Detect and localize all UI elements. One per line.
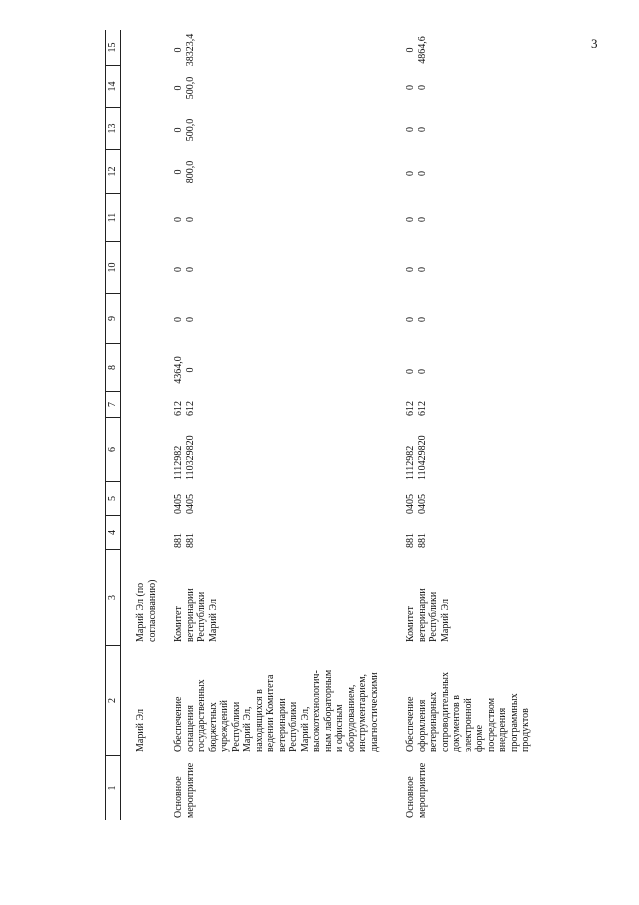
row2-col10: 0 0 [405,267,428,272]
header-col-9: 9 [106,294,120,344]
row1-col11: 0 0 [173,217,196,222]
row2-col14: 0 0 [405,85,428,90]
row2-col4: 881 881 [405,533,428,548]
header-col-7: 7 [106,392,120,418]
row1-col15: 0 38323,4 [173,33,196,67]
row2-col7: 612 612 [405,401,428,416]
header-col-12: 12 [106,150,120,194]
row2-col2: Обеспечение оформления ветеринарных сопроводительных документов в электронной форме посредством внедрения программных продуктов [405,671,531,752]
row1-col6: 1112982 110329820 [173,435,196,480]
header-col-8: 8 [106,344,120,392]
row2-col13: 0 0 [405,127,428,132]
header-col-5: 5 [106,482,120,516]
row2-col3: Комитет ветеринарии Республики Марий Эл [405,588,451,642]
row0-col2: Марий Эл [135,709,146,752]
row2-col6: 1112982 110429820 [405,435,428,480]
row1-col4: 881 881 [173,533,196,548]
header-col-13: 13 [106,108,120,150]
table-header-row [105,30,121,820]
row1-col8: 4364,0 0 [173,356,196,384]
row2-col5: 0405 0405 [405,494,428,514]
header-col-3: 3 [106,550,120,646]
page-number: 3 [591,36,598,51]
data-table [105,30,610,820]
row1-col2: Обеспечение оснащения государственных бюджетных учреждений Республики Марий Эл, находящихся в ведении Комитета ветеринарии Республики Марий Эл, высокотехнологич- ным лабораторным и офисным оборудованием, инструментарием, диагностическими [173,669,380,752]
row2-col1: Основное мероприятие [405,762,428,818]
header-col-2: 2 [106,646,120,756]
row2-col15: 0 4864,6 [405,36,428,64]
row1-col9: 0 0 [173,317,196,322]
row1-col3: Комитет ветеринарии Республики Марий Эл [173,588,219,642]
header-col-11: 11 [106,194,120,242]
header-col-15: 15 [106,30,120,66]
row1-col1: Основное мероприятие [173,762,196,818]
row1-col14: 0 500,0 [173,76,196,100]
row1-col10: 0 0 [173,267,196,272]
row1-col5: 0405 0405 [173,494,196,514]
row1-col13: 0 500,0 [173,118,196,142]
header-col-1: 1 [107,785,118,791]
header-col-4: 4 [106,516,120,550]
header-col-6: 6 [106,418,120,482]
row2-col8: 0 0 [405,369,428,374]
header-col-10: 10 [106,242,120,294]
row2-col12: 0 0 [405,171,428,176]
row0-col3: Марий Эл (по согласованию) [135,579,158,642]
row1-col7: 612 612 [173,401,196,416]
row2-col9: 0 0 [405,317,428,322]
rotated-table-container [105,30,610,875]
row2-col11: 0 0 [405,217,428,222]
row1-col12: 0 800,0 [173,160,196,184]
header-col-14: 14 [106,66,120,108]
